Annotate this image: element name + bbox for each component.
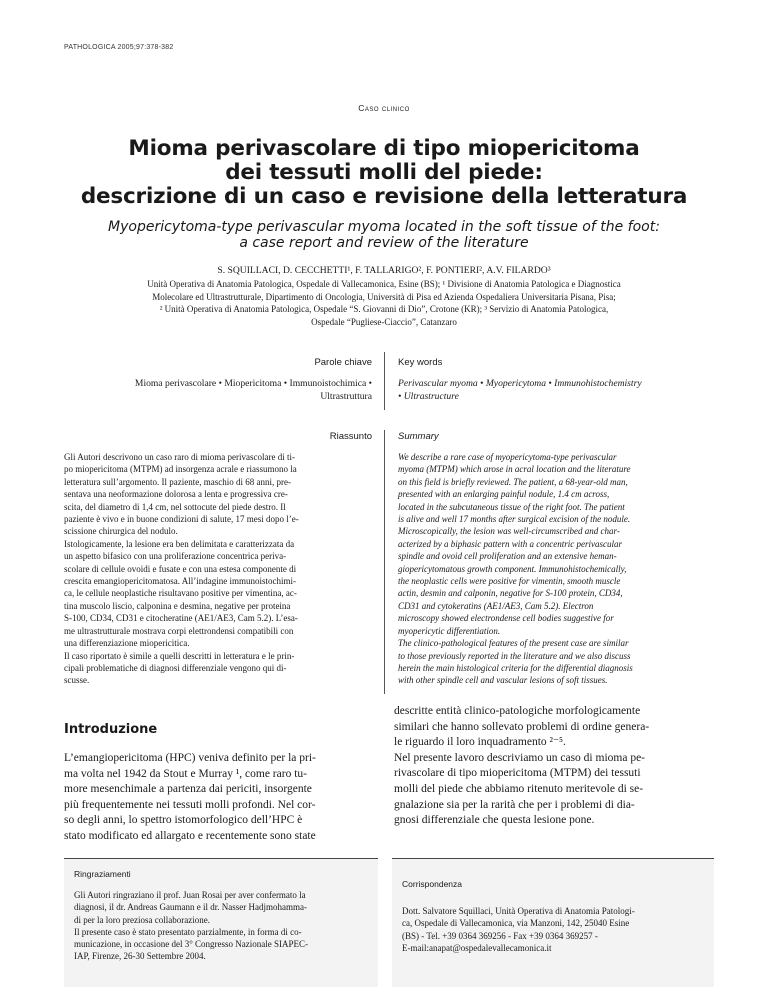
affiliation-line: Molecolare ed Ultrastrutturale, Dipartimento di Oncologia, Università di Pisa ed Azienda Ospedaliera Universitaria Pisana, Pisa; [152,291,616,302]
riassunto-line: S-100, CD34, CD31 e citocheratine (AE1/AE3, Cam 5.2). L’esa- [64,613,298,624]
box-line: ca, Ospedale di Vallecamonica, via Manzoni, 142, 25040 Esine [402,918,630,929]
riassunto-line: sentava una neoformazione dolorosa a lenta e progressiva cre- [64,489,288,500]
body-line: rivascolare di tipo miopericitoma (MTPM) dei tessuti [394,767,641,780]
affiliation-line: Unità Operativa di Anatomia Patologica, Ospedale di Vallecamonica, Esine (BS); ¹ Divisione di Anatomia Patologica e Diagnostica [147,279,621,289]
summary-line: acterized by a biphasic pattern with a concentric perivascular [398,538,622,549]
keywords-it [64,377,372,403]
riassunto-line: Gli Autori descrivono un caso raro di mioma perivascolare di ti- [64,452,295,462]
riassunto-line: scusse. [64,675,90,686]
title-line: dei tessuti molli del piede: [225,160,543,185]
affiliations [40,278,728,328]
riassunto-line: Il caso riportato è simile a quelli descritti in letteratura e le prin- [64,650,295,661]
summary-label: Summary [398,431,439,442]
keywords-it-label: Parole chiave [314,357,372,368]
article-subtitle [30,219,738,251]
riassunto-line: cipali problematiche di diagnosi differenziale vengono qui di- [64,662,287,673]
body-line: more mesenchimale a partenza dai periciti, insorgente [64,783,312,796]
body-line: gnosi differenziale che questa lesione pone. [394,814,595,827]
box-line: Il presente caso è stato presentato parzialmente, in forma di co- [74,926,302,937]
abstract-divider [384,430,385,694]
body-line: similari che hanno sollevato problemi di ordine genera- [394,720,650,733]
acknowledgements-text [74,889,308,963]
affiliation-line: ² Unità Operativa di Anatomia Patologica, Ospedale “S. Giovanni di Dio”, Crotone (KR); ³ Servizio di Anatomia Patologica, [159,304,609,314]
riassunto-line: una differenziazione miopericitica. [64,638,190,649]
riassunto-line: po miopericitoma (MTPM) ad insorgenza acrale e riassumono la [64,464,297,475]
summary-line: The clinico-pathological features of the present case are similar [398,638,629,649]
summary-line: myoma (MTPM) which arose in acral location and the literature [398,464,631,475]
summary-line: microscopy showed electrondense cell bodies suggestive for [398,613,614,624]
riassunto-line: scissione chirurgica del nodulo. [64,526,178,537]
summary-line: Microscopically, the lesion was well-circumscribed and char- [398,526,620,537]
summary-line: on this field is briefly reviewed. The patient, a 68-year-old man, [398,476,628,487]
section-label: Caso clinico [358,103,410,113]
riassunto-line: crescita emangiopericitomatosa. All’indagine immunoistochimi- [64,576,296,587]
riassunto-line: tina muscolo liscio, calponina e desmina, negative per proteina [64,600,291,611]
introduction-left-column [64,751,374,845]
keywords-en-label: Key words [398,357,443,368]
body-line: ma volta nel 1942 da Stout e Murray ¹, come raro tu- [64,767,307,780]
riassunto-line: me ultrastrutturale mostrava corpi elettrondensi compatibili con [64,625,294,636]
subtitle-line: Myopericytoma-type perivascular myoma located in the soft tissue of the foot: [108,219,660,235]
body-line: più frequentemente nei tessuti molli profondi. Nel cor- [64,798,316,811]
summary-line: giopericytomatous growth component. Immunohistochemically, [398,563,627,574]
summary-line: CD31 and cytokeratins (AE1/AE3, Cam 5.2). Electron [398,600,594,611]
body-line: Nel presente lavoro descriviamo un caso di mioma pe- [394,751,646,764]
summary-line: herein the main histological criteria for the differential diagnosis [398,662,633,673]
introduction-right-column [394,704,710,829]
body-line: so degli anni, lo spettro istomorfologico dell’HPC è [64,814,303,827]
box-line: Dott. Salvatore Squillaci, Unità Operativa di Anatomia Patologi- [402,906,635,916]
box-line: di per la loro preziosa collaborazione. [74,914,210,925]
body-line: le riguardo il loro inquadramento ²⁻⁵. [394,736,566,749]
introduction-heading: Introduzione [64,722,158,737]
body-line: gnalazione sia per la rarità che per i problemi di dia- [394,798,635,811]
summary-line: with other spindle cell and vascular lesions of soft tissues. [398,675,608,686]
keywords-en-line: • Ultrastructure [398,391,459,402]
body-line: descritte entità clinico-patologiche morfologicamente [394,705,641,717]
correspondence-text [402,905,635,954]
box-line: IAP, Firenze, 26-30 Settembre 2004. [74,951,206,962]
body-line: molli del piede che abbiamo ritenuto meritevole di se- [394,782,644,795]
riassunto-line: letteratura sull’argomento. Il paziente, maschio di 68 anni, pre- [64,476,292,487]
summary-line: the neoplastic cells were positive for vimentin, smooth muscle [398,576,621,587]
riassunto-line: ca, le cellule neoplastiche risultavano positive per vimentina, ac- [64,588,297,599]
box-line: municazione, in occasione del 3° Congresso Nazionale SIAPEC- [74,939,309,950]
summary-line: to those previously reported in the literature and we also discuss [398,650,631,661]
summary-line: myopericytic differentiation. [398,625,501,636]
correspondence-box [392,858,714,987]
riassunto-line: Istologicamente, la lesione era ben delimitata e caratterizzata da [64,538,295,549]
box-line: (BS) - Tel. +39 0364 369256 - Fax +39 0364 369257 - [402,930,598,941]
body-line: L’emangiopericitoma (HPC) veniva definito per la pri- [64,752,316,764]
box-line: Gli Autori ringraziano il prof. Juan Rosai per aver confermato la [74,890,306,900]
box-line: E-mail:anapat@ospedalevallecamonica.it [402,942,552,953]
journal-citation: PATHOLOGICA 2005;97:378-382 [64,44,174,51]
summary-line: actin, desmin and calponin, negative for S-100 protein, CD34, [398,588,623,599]
title-line: descrizione di un caso e revisione della letteratura [80,184,688,209]
riassunto-label: Riassunto [329,431,372,442]
body-line: stato modificato ed allargato e recentemente sono state [64,829,316,842]
summary-line: spindle and ovoid cell proliferation and an extensive heman- [398,551,617,562]
summary-line: located in the subcutaneous tissue of the right foot. The patient [398,501,625,512]
affiliation-line: Ospedale “Pugliese-Ciaccio”, Catanzaro [311,316,457,327]
riassunto-text [64,451,374,687]
summary-line: We describe a rare case of myopericytoma-type perivascular [398,452,617,462]
riassunto-line: scolare di cellule ovoidi e fusate e con una estesa componente di [64,563,297,574]
title-line: Mioma perivascolare di tipo miopericitoma [128,136,640,161]
box-line: diagnosi, il dr. Andreas Gaumann e il dr. Nasser Hadjmohamma- [74,902,307,913]
article-title [40,137,728,209]
acknowledgements-label: Ringraziamenti [74,869,131,879]
keywords-it-line: Ultrastruttura [320,391,372,402]
keywords-divider [384,352,385,410]
riassunto-line: paziente è vivo e in buone condizioni di salute, 17 mesi dopo l’e- [64,514,299,525]
riassunto-line: scita, del diametro di 1,4 cm, nel sottocute del piede destro. Il [64,501,286,512]
subtitle-line: a case report and review of the literature [239,235,529,251]
correspondence-label: Corrispondenza [402,879,463,889]
keywords-en [398,377,718,403]
summary-line: is alive and well 17 months after surgical excision of the nodule. [398,514,631,525]
keywords-it-line: Mioma perivascolare • Miopericitoma • Immunoistochimica • [134,378,372,389]
summary-text [398,451,718,687]
summary-line: presented with an enlarging painful nodule, 1.4 cm across, [398,489,610,500]
riassunto-line: un aspetto bifasico con una proliferazione concentrica periva- [64,551,287,562]
acknowledgements-box [64,858,378,987]
authors: S. SQUILLACI, D. CECCHETTI¹, F. TALLARIGO², F. PONTIERI², A.V. FILARDO³ [217,265,551,276]
keywords-en-line: Perivascular myoma • Myopericytoma • Immunohistochemistry [398,378,642,389]
